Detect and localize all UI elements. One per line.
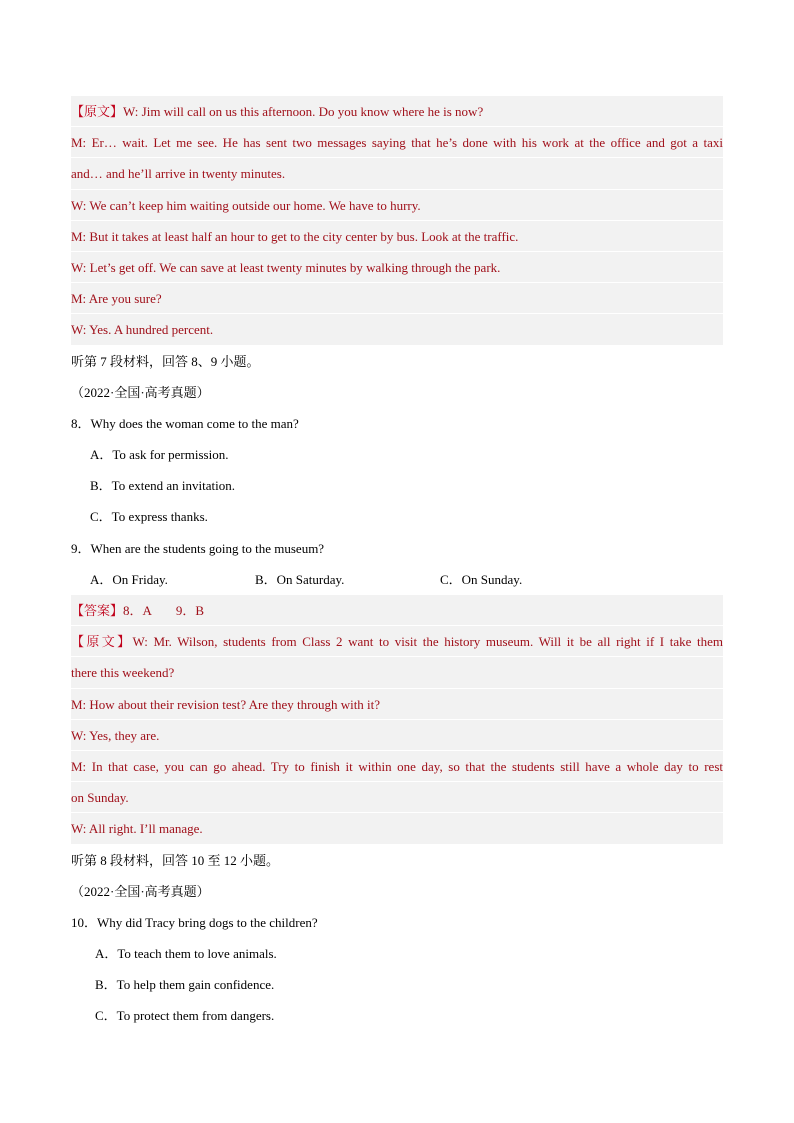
- transcript-line: M: How about their revision test? Are they through with it?: [71, 689, 723, 720]
- question-8-option-a: A．To ask for permission.: [90, 447, 229, 463]
- question-9-options: [71, 564, 723, 595]
- question-source: （2022·全国·高考真题）: [71, 883, 210, 899]
- transcript-line: on Sunday.: [71, 782, 723, 813]
- answer-line: [71, 595, 723, 626]
- question-10-option-b: B．To help them gain confidence.: [95, 977, 275, 993]
- transcript-line: W: Yes, they are.: [71, 720, 723, 751]
- transcript-tag: 【原文】: [71, 104, 124, 119]
- transcript-line: M: Er… wait. Let me see. He has sent two messages saying that he’s done with his work at the office and got a taxi: [71, 127, 723, 158]
- transcript-line: M: In that case, you can go ahead. Try to finish it within one day, so that the students still have a whole day to rest: [71, 751, 723, 782]
- transcript-line: [71, 96, 723, 127]
- question-9-option-c: C．On Sunday.: [440, 571, 523, 587]
- section-heading: 听第 8 段材料，回答 10 至 12 小题。: [71, 852, 280, 868]
- question-9-option-a: A．On Friday.: [90, 571, 168, 587]
- transcript-text: W: Mr. Wilson, students from Class 2 want to visit the history museum. Will it be all right if I take them: [132, 634, 723, 650]
- transcript-line: W: We can’t keep him waiting outside our home. We have to hurry.: [71, 190, 723, 221]
- transcript-line: W: Let’s get off. We can save at least twenty minutes by walking through the park.: [71, 252, 723, 283]
- transcript-line: there this weekend?: [71, 657, 723, 688]
- question-8-stem: 8．Why does the woman come to the man?: [71, 415, 299, 431]
- transcript-text: W: Jim will call on us this afternoon. Do you know where he is now?: [123, 104, 484, 119]
- question-8-option-c: C．To express thanks.: [90, 509, 208, 525]
- document-content: [71, 96, 723, 1032]
- answer-8: 8．A: [123, 603, 152, 618]
- question-10-option-a: A．To teach them to love animals.: [95, 946, 277, 962]
- transcript-line: W: Yes. A hundred percent.: [71, 314, 723, 345]
- transcript-tag: 【原文】: [71, 634, 133, 650]
- question-source: （2022·全国·高考真题）: [71, 384, 210, 400]
- question-8-option-b: B．To extend an invitation.: [90, 478, 235, 494]
- question-10-stem: 10．Why did Tracy bring dogs to the children?: [71, 914, 318, 930]
- answer-9: 9．B: [175, 603, 205, 618]
- transcript-line: M: Are you sure?: [71, 283, 723, 314]
- transcript-line: M: But it takes at least half an hour to get to the city center by bus. Look at the traffic.: [71, 221, 723, 252]
- answer-tag: 【答案】: [71, 603, 124, 618]
- question-10-option-c: C．To protect them from dangers.: [95, 1008, 275, 1024]
- question-9-option-b: B．On Saturday.: [255, 571, 345, 587]
- transcript-line: W: All right. I’ll manage.: [71, 813, 723, 844]
- transcript-line: and… and he’ll arrive in twenty minutes.: [71, 158, 723, 189]
- section-heading: 听第 7 段材料，回答 8、9 小题。: [71, 353, 260, 369]
- question-9-stem: 9．When are the students going to the museum?: [71, 540, 325, 556]
- transcript-line: [71, 626, 723, 657]
